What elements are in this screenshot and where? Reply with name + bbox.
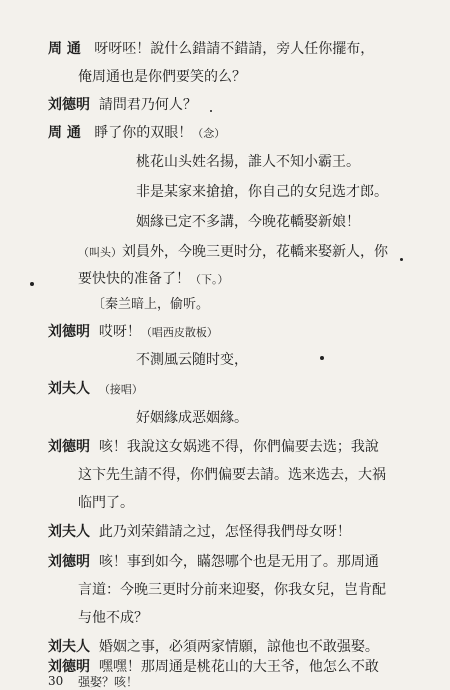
line-text: 好姻緣成恶姻緣。 [136, 410, 248, 426]
dialogue-line [48, 380, 143, 399]
dialogue-line [48, 438, 379, 456]
verse-line [136, 153, 360, 171]
stage-note: （接唱） [98, 383, 143, 396]
dialogue-line [48, 323, 218, 342]
line-text: 非是某家来搶搶，你自己的女兒选才郎。 [136, 184, 388, 200]
dialogue-line [78, 270, 229, 289]
line-text: 哎呀！ [98, 324, 141, 340]
line-text: 要快快的准备了！ [78, 271, 190, 287]
line-text: 强娶？咳！ [78, 675, 139, 689]
dialogue-line [78, 609, 148, 627]
dialogue-line [48, 553, 379, 571]
dialogue-line [48, 523, 351, 541]
stage-note: （唱西皮散板） [140, 326, 218, 339]
stage-note: （下。） [190, 273, 229, 286]
speaker-name: 刘夫人 [48, 524, 90, 540]
verse-line [136, 351, 248, 369]
dialogue-line [78, 494, 134, 512]
line-text: 与他不成？ [78, 610, 148, 626]
verse-line [136, 213, 360, 231]
dialogue-line [78, 243, 388, 262]
print-speck [320, 356, 324, 360]
speaker-name: 刘德明 [48, 554, 90, 570]
dialogue-line [48, 96, 197, 114]
line-text: 〔秦兰暗上，偷听。 [92, 297, 210, 312]
speaker-name: 刘德明 [48, 439, 90, 455]
dialogue-line [48, 658, 379, 676]
speaker-name: 周 通 [48, 41, 81, 57]
print-speck [400, 258, 403, 261]
dialogue-line [78, 581, 386, 599]
line-text: 桃花山头姓名揚，誰人不知小霸王。 [136, 154, 360, 170]
line-text: 咳！我說这女娲逃不得，你們偏要去选；我說 [98, 439, 379, 455]
speaker-name: 刘德明 [48, 97, 90, 113]
stage-note: （念） [192, 127, 226, 140]
line-text: 姻緣已定不多講，今晚花轎娶新娘！ [136, 214, 360, 230]
dialogue-line [48, 124, 225, 143]
line-text: 临門了。 [78, 495, 134, 511]
print-speck [30, 282, 34, 286]
speaker-name: 刘德明 [48, 659, 90, 675]
line-text: 嘿嘿！那周通是桃花山的大王爷，他怎么不敢 [98, 659, 379, 675]
dialogue-line [78, 675, 138, 689]
line-text: 言道：今晚三更时分前来迎娶，你我女兒，岂肯配 [78, 582, 386, 598]
line-text: 咳！事到如今，瞞怨哪个也是无用了。那周通 [98, 554, 379, 570]
page-number: 30 [48, 674, 64, 688]
line-text: 此乃刘荣錯請之过，怎怪得我們母女呀！ [98, 524, 351, 540]
line-text: 俺周通也是你們要笑的么？ [78, 69, 246, 85]
line-text: 請問君乃何人？ [98, 97, 197, 113]
dialogue-line [48, 638, 379, 656]
speaker-name: 刘夫人 [48, 639, 90, 655]
line-text: 不測風云随时变， [136, 352, 248, 368]
line-text: 婚姻之事，必須两家情願，諒他也不敢强娶。 [98, 639, 379, 655]
line-text: 呀呀呸！說什么錯請不錯請，旁人任你擺布， [94, 41, 375, 57]
speaker-name: 刘德明 [48, 324, 90, 340]
print-speck [210, 110, 212, 112]
line-text: 刘員外，今晚三更时分，花轎来娶新人，你 [122, 244, 388, 260]
dialogue-line [78, 466, 386, 484]
verse-line [136, 409, 248, 427]
verse-line [136, 183, 388, 201]
dialogue-line [78, 68, 246, 86]
stage-direction [92, 296, 209, 314]
speaker-name: 周 通 [48, 125, 81, 141]
dialogue-line [48, 40, 374, 58]
line-text: 睜了你的双眼！ [94, 125, 193, 141]
speaker-name: 刘夫人 [48, 381, 90, 397]
line-text: 这卞先生請不得，你們偏要去請。选来选去，大祸 [78, 467, 386, 483]
stage-note: （叫头） [78, 246, 122, 259]
